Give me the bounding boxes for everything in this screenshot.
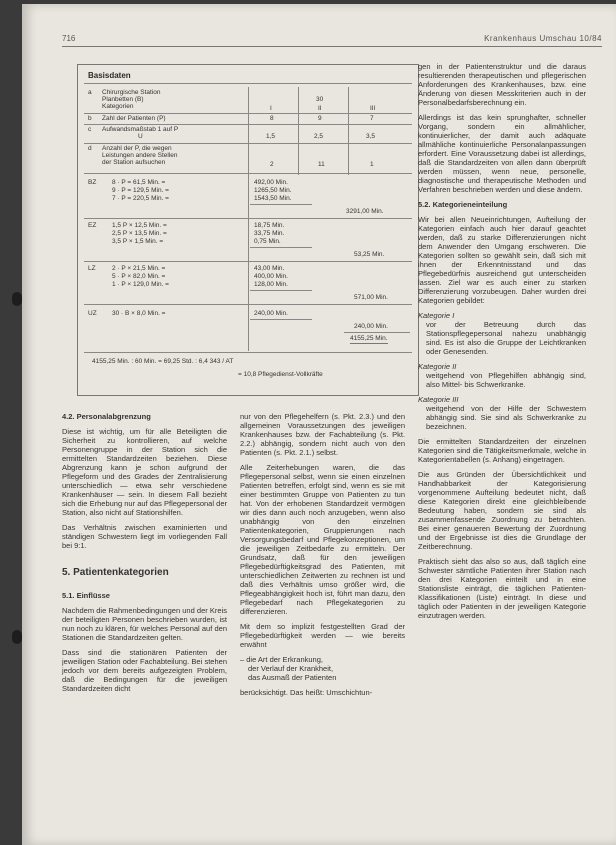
category-text: weitgehend von Pflegehilfen abhängig sind, also Mittel- bis Schwerkranke. [426,371,586,389]
paragraph: Allerdings ist das kein sprunghafter, schneller Vorgang, sondern ein allmählicher, kontinuierlicher, der damit auch adäquate allmähliche kontinuierliche Personalanpassungen erfordert. Eine Voraussetzung dabei ist allerdings, daß die Standardzeiten von allen dann überprüft werden müssen, wenn neue, personelle, diagnostische und therapeutische Methoden und Verfahren beschrieben werden und diese ändern. [418,113,586,194]
group-line: 2 · P × 21,5 Min. = [112,265,166,272]
divider [248,175,249,351]
category-label: III [370,105,376,112]
cell-value: 2 [270,161,274,168]
list-item: der Verlauf der Krankheit, [248,664,334,673]
divider [344,332,410,333]
group-amount: 1543,50 Min. [254,195,292,202]
category-text: weitgehend von der Hilfe der Schwestern abhängig sind. Sie sind als Schwerkranke zu bezeichnen. [426,404,586,431]
category-label: II [318,105,322,112]
section-heading: 4.2. Personalabgrenzung [62,412,151,421]
paragraph: Die aus Gründen der Übersichtlichkeit und Handhabbarkeit der Kategorisierung vorgenommene Aufteilung bedeutet nicht, daß diese Kategorien direkt eine gleichbleibende Bedeutung haben, sondern sie sind als zusammenfassende Zuordnung zu betrachten. Bei einer genaueren Bewertung der Zuordnung und der Ergebnisse ist dies die Grundlage der Zeitberechnung. [418,470,586,551]
divider [250,204,312,205]
group-amount: 33,75 Min. [254,230,285,237]
paragraph: Mit dem so implizit festgestellten Grad der Pflegebedürftigkeit werden — wie bereits erwähnt [240,622,405,649]
group-total: 3291,00 Min. [346,208,384,215]
category-header: 30 [316,96,324,103]
row-label: c [88,126,92,133]
row-text: U [138,133,143,140]
cell-value: 1 [370,161,374,168]
paragraph: Nachdem die Rahmenbedingungen und der Kreis der beteiligten Personen beschrieben wurden, ist nun noch zu klären, für welches Personal auf den Stationen die Standardzeiten gelten. [62,606,227,642]
paragraph: berücksichtigt. Das heißt: Umschichtun- [240,688,373,697]
category-title: Kategorie II [418,362,457,371]
divider [250,319,312,320]
group-amount: 0,75 Min. [254,238,281,245]
divider [248,87,249,175]
group-line: 9 · P = 129,5 Min. = [112,187,169,194]
list-item: das Ausmaß der Patienten [248,673,337,682]
group-line: 3,5 P × 1,5 Min. = [112,238,164,245]
row-text: Zahl der Patienten (P) [102,115,166,122]
row-label: d [88,145,92,152]
divider [250,290,312,291]
punch-hole [12,292,22,306]
cell-value: 8 [270,115,274,122]
group-code: UZ [88,310,97,317]
group-amount: 400,00 Min. [254,273,288,280]
cell-value: 9 [318,115,322,122]
divider [84,173,412,174]
group-amount: 240,00 Min. [254,310,288,317]
divider [84,143,412,144]
paragraph: Das Verhältnis zwischen examinierten und ständigen Schwestern liegt im vorliegenden Fall bei 9:1. [62,523,227,550]
section-heading: 5.1. Einflüsse [62,591,110,600]
paragraph: Alle Zeiterhebungen waren, die das Pflegepersonal selbst, wenn sie einen einzelnen Patienten betreffen, erfolgt sind, wenn es sie mit einer bestimmten Gruppe von Patienten zu tun hat. Von der erhobenen Standardzeit vermögen wir dies dann auch noch anzugeben, wenn also unabhängig von den einzelnen Patientenkategorien, Gruppierungen nach Versorgungsbedarf und Pflegekonzeptionen, um die jeweiligen Zeitbedarfe zu ermitteln. Der Grundsatz, daß für den jeweiligen Pflegebedürftigkeitsgrad des Patienten, mit unterschiedlichen Zeitwerten zu rechnen ist und daß dies Verhältnis umso größer wird, die Pflegeabhängigkeit hoch ist, führt man dazu, den Pflegebedarf nach Pflegekategorien zu differenzieren. [240,463,405,616]
paragraph: Diese ist wichtig, um für alle Beteiligten die Sicherheit zu kontrollieren, auf welche Personengruppe in der Station sich die ermittelten Standardzeiten beziehen. Diese Abgrenzung kann je schon aufgrund der Pflegeform und des Grades der Zentralisierung unterschiedlich — etwa sehr verschiedene Krankenhäuser — sein. In diesem Fall bezieht sich die Erhebung nur auf das Pflegepersonal der Station, also nicht auf Stationshilfen. [62,427,227,517]
divider [250,247,312,248]
row-text: Aufwandsmaßstab 1 auf P [102,126,179,133]
formula-result: = 10,8 Pflegedienst-Vollkräfte [238,371,323,378]
group-amount: 43,00 Min. [254,265,285,272]
box-title: Basisdaten [88,71,131,80]
divider [298,87,299,175]
row-text: Leistungen andere Stellen [102,152,178,159]
cell-value: 1,5 [266,133,276,140]
cell-value: 2,5 [314,133,324,140]
row-text: Chirurgische Station [102,89,161,96]
paragraph: Wir bei allen Neueinrichtungen, Aufteilung der Kategorien einfach auch hier darauf geachtet werden, daß zu starke Differenzierungen nicht dem Anwender den Umgang erschweren. Die Kategorien sollten so gewählt sein, daß sich mit ihnen der Erkenntnisstand und das Pflegebedürfnis ausreichend gut unterscheiden lassen. Ziel war es auch einer zu starken Differenzierung vorzubeugen. Daher wurden drei Kategorien gebildet: [418,215,586,305]
group-line: 7 · P = 220,5 Min. = [112,195,169,202]
grand-total: 4155,25 Min. [350,335,388,342]
formula: 4155,25 Min. : 60 Min. = 69,25 Std. : 6,4 343 / AT [92,358,234,365]
divider [348,87,349,175]
divider [84,218,412,219]
paragraph: Praktisch sieht das also so aus, daß täglich eine Schwester sämtliche Patienten ihrer Station nach den drei Kategorien einteilt und in eine Stationsliste einträgt, die täglichen Patienten-Klassifikationen (Liste) einträgt. In diese und täglich oder Patienten in der jeweiligen Kategorie einzutragen werden. [418,557,586,620]
group-amount: 492,00 Min. [254,179,288,186]
group-line: 8 · P = 61,5 Min. = [112,179,166,186]
divider [84,113,412,114]
document-page [22,4,616,845]
group-amount: 1265,50 Min. [254,187,292,194]
paragraph: gen in der Patientenstruktur und die daraus resultierenden therapeutischen und pflegerischen Anforderungen des Krankenhauses, bzw. eine Änderung von diesen Messkriterien auch in der Personalbedarfsberechnung ein. [418,62,586,107]
chapter-heading: 5. Patientenkategorien [62,567,169,578]
group-code: BZ [88,179,97,186]
group-total: 571,00 Min. [354,294,388,301]
category-text: vor der Betreuung durch das Stationspflegepersonal nahezu unabhängig sind. Es ist also die Gruppe der Leichtkranken oder Genesenden. [426,320,586,356]
row-text: Planbetten (B) [102,96,144,103]
group-line: 2,5 P × 13,5 Min. = [112,230,167,237]
row-text: Anzahl der P, die wegen [102,145,172,152]
group-line: 1 · P × 129,0 Min. = [112,281,169,288]
group-code: LZ [88,265,96,272]
divider [84,261,412,262]
section-heading: 5.2. Kategorieneinteilung [418,200,508,209]
paragraph: Die ermittelten Standardzeiten der einzelnen Kategorien sind die Tätigkeitsmerkmale, welche in Kategorientabellen (s. Anhang) eingetragen. [418,437,586,464]
basisdaten-box [77,64,419,396]
row-label: a [88,89,92,96]
group-amount: 128,00 Min. [254,281,288,288]
group-total: 53,25 Min. [354,251,385,258]
row-text: Kategorien [102,103,134,110]
row-text: der Station aufsuchen [102,159,166,166]
page-number: 716 [62,34,76,43]
category-title: Kategorie I [418,311,455,320]
group-line: 30 · B × 8,0 Min. = [112,310,166,317]
column-right [418,62,586,626]
column-left [62,412,227,699]
paragraph: Dass sind die stationären Patienten der jeweiligen Station oder Fachabteilung. Bei stehen jedoch vor dem bereits aufgezeigten Problem, daß die Bedingungen für die jeweiligen Standardzeiten dicht [62,648,227,693]
group-amount: 18,75 Min. [254,222,285,229]
cell-value: 11 [318,161,325,168]
running-header [62,34,602,47]
punch-hole [12,630,22,644]
cell-value: 7 [370,115,374,122]
divider [84,83,412,84]
row-label: b [88,115,92,122]
group-line: 5 · P × 82,0 Min. = [112,273,166,280]
group-code: EZ [88,222,97,229]
paragraph: nur von den Pflegehelfern (s. Pkt. 2.3.) und den allgemeinen Voraussetzungen des jeweiligen Krankenhauses bzw. der Fachabteilung (s. Pkt. 2.2.) abhängig, sondern nicht auch von den Patienten (s. Pkt. 2.1.) selbst. [240,412,405,457]
divider [84,124,412,125]
divider [84,352,412,353]
running-title: Krankenhaus Umschau 10/84 [484,34,602,43]
column-middle [240,412,405,703]
group-total: 240,00 Min. [354,323,388,330]
cell-value: 3,5 [366,133,376,140]
divider [84,304,412,305]
list-item: – die Art der Erkrankung, [240,655,323,664]
category-label: I [270,105,272,112]
group-line: 1,5 P × 12,5 Min. = [112,222,167,229]
category-title: Kategorie III [418,395,459,404]
